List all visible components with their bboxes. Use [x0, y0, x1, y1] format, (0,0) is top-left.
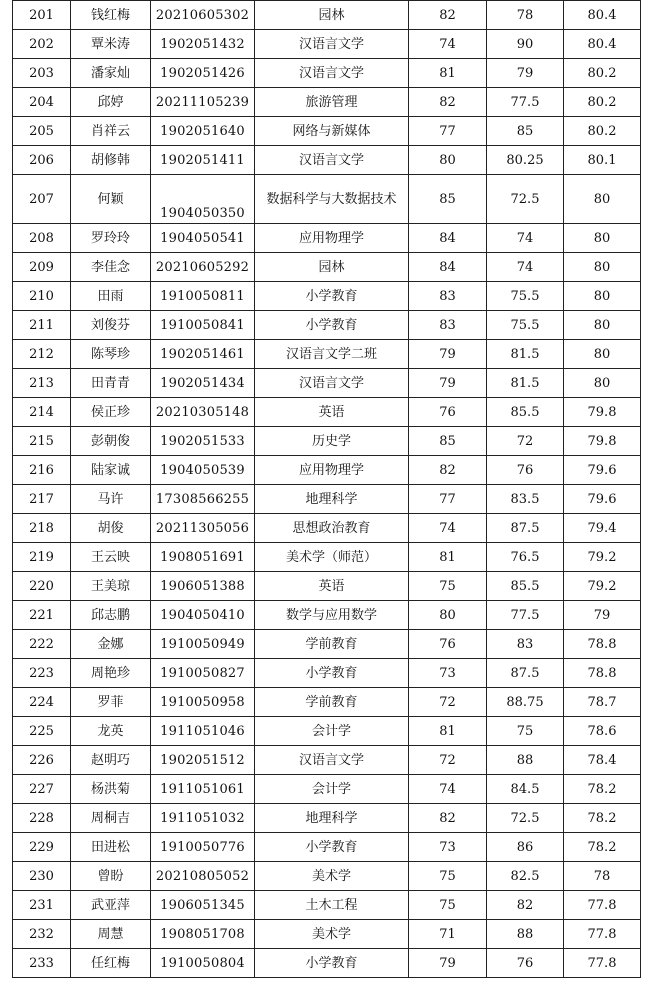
- score-2-cell: 85.5: [487, 572, 564, 601]
- table-row: [13, 427, 641, 456]
- major-cell: 小学教育: [255, 311, 409, 340]
- score-1-cell: 83: [409, 311, 487, 340]
- score-2-cell: 72: [487, 427, 564, 456]
- name-cell: 周桐吉: [71, 804, 151, 833]
- student-id-cell: 1910050804: [151, 949, 255, 978]
- score-1-cell: 74: [409, 775, 487, 804]
- total-score-cell: 79.6: [564, 485, 641, 514]
- total-score-cell: 80.4: [564, 1, 641, 30]
- name-cell: 武亚萍: [71, 891, 151, 920]
- row-number-cell: 220: [13, 572, 71, 601]
- score-1-cell: 82: [409, 1, 487, 30]
- table-row: [13, 572, 641, 601]
- name-cell: 刘俊芬: [71, 311, 151, 340]
- student-id-cell: 1910050841: [151, 311, 255, 340]
- score-2-cell: 76.5: [487, 543, 564, 572]
- name-cell: 周艳珍: [71, 659, 151, 688]
- major-cell: 汉语言文学: [255, 746, 409, 775]
- student-id-cell: 17308566255: [151, 485, 255, 514]
- total-score-cell: 79.4: [564, 514, 641, 543]
- student-id-cell: 20210605292: [151, 253, 255, 282]
- row-number-cell: 218: [13, 514, 71, 543]
- name-cell: 胡修韩: [71, 146, 151, 175]
- student-id-cell: 1904050410: [151, 601, 255, 630]
- score-2-cell: 85.5: [487, 398, 564, 427]
- student-id-cell: 1904050539: [151, 456, 255, 485]
- score-2-cell: 76: [487, 949, 564, 978]
- score-2-cell: 80.25: [487, 146, 564, 175]
- student-id-cell: 1911051032: [151, 804, 255, 833]
- row-number-cell: 216: [13, 456, 71, 485]
- row-number-cell: 208: [13, 224, 71, 253]
- student-id-cell: 1904050350: [151, 175, 255, 224]
- row-number-cell: 201: [13, 1, 71, 30]
- score-2-cell: 82.5: [487, 862, 564, 891]
- student-id-cell: 20210305148: [151, 398, 255, 427]
- major-cell: 美术学（师范）: [255, 543, 409, 572]
- name-cell: 胡俊: [71, 514, 151, 543]
- major-cell: 地理科学: [255, 485, 409, 514]
- major-cell: 小学教育: [255, 659, 409, 688]
- row-number-cell: 232: [13, 920, 71, 949]
- table-row: [13, 543, 641, 572]
- major-cell: 应用物理学: [255, 456, 409, 485]
- score-1-cell: 82: [409, 88, 487, 117]
- student-id-cell: 1904050541: [151, 224, 255, 253]
- table-row: [13, 688, 641, 717]
- total-score-cell: 78.2: [564, 833, 641, 862]
- row-number-cell: 206: [13, 146, 71, 175]
- row-number-cell: 225: [13, 717, 71, 746]
- table-row: [13, 175, 641, 224]
- name-cell: 王美琼: [71, 572, 151, 601]
- major-cell: 汉语言文学二班: [255, 340, 409, 369]
- student-id-cell: 1902051512: [151, 746, 255, 775]
- name-cell: 彭朝俊: [71, 427, 151, 456]
- table-row: [13, 659, 641, 688]
- table-row: [13, 117, 641, 146]
- score-table-sheet: [12, 0, 640, 978]
- major-cell: 园林: [255, 253, 409, 282]
- total-score-cell: 77.8: [564, 891, 641, 920]
- score-2-cell: 88: [487, 920, 564, 949]
- total-score-cell: 80: [564, 340, 641, 369]
- table-row: [13, 804, 641, 833]
- name-cell: 覃米涛: [71, 30, 151, 59]
- total-score-cell: 78.8: [564, 630, 641, 659]
- major-cell: 汉语言文学: [255, 59, 409, 88]
- major-text: 数据科学与大数据技术: [266, 191, 397, 207]
- score-2-cell: 75.5: [487, 282, 564, 311]
- student-id-cell: 1902051461: [151, 340, 255, 369]
- total-score-cell: 77.8: [564, 920, 641, 949]
- table-row: [13, 146, 641, 175]
- score-2-cell: 88.75: [487, 688, 564, 717]
- name-cell: 周慧: [71, 920, 151, 949]
- table-row: [13, 456, 641, 485]
- table-row: [13, 311, 641, 340]
- table-row: [13, 282, 641, 311]
- student-id-cell: 1908051708: [151, 920, 255, 949]
- row-number-cell: 207: [13, 175, 71, 224]
- total-score-cell: 80: [564, 311, 641, 340]
- major-cell: 美术学: [255, 862, 409, 891]
- score-1-cell: 83: [409, 282, 487, 311]
- score-1-cell: 73: [409, 833, 487, 862]
- name-cell: 李佳念: [71, 253, 151, 282]
- score-1-cell: 85: [409, 427, 487, 456]
- row-number-cell: 205: [13, 117, 71, 146]
- table-row: [13, 398, 641, 427]
- table-row: [13, 340, 641, 369]
- total-score-cell: 80.2: [564, 88, 641, 117]
- major-cell: 旅游管理: [255, 88, 409, 117]
- score-2-cell: 75: [487, 717, 564, 746]
- name-cell: 何颖: [71, 175, 151, 224]
- table-row: [13, 485, 641, 514]
- score-1-cell: 84: [409, 253, 487, 282]
- table-row: [13, 862, 641, 891]
- major-cell: 小学教育: [255, 949, 409, 978]
- score-2-cell: 77.5: [487, 88, 564, 117]
- row-number-cell: 228: [13, 804, 71, 833]
- name-cell: 罗菲: [71, 688, 151, 717]
- name-cell: 任红梅: [71, 949, 151, 978]
- major-cell: 会计学: [255, 717, 409, 746]
- score-1-cell: 75: [409, 891, 487, 920]
- name-cell: 潘家灿: [71, 59, 151, 88]
- score-table: [12, 0, 641, 978]
- total-score-cell: 78.6: [564, 717, 641, 746]
- total-score-cell: 77.8: [564, 949, 641, 978]
- row-number-cell: 224: [13, 688, 71, 717]
- total-score-cell: 80: [564, 282, 641, 311]
- student-id-cell: 1902051411: [151, 146, 255, 175]
- table-row: [13, 920, 641, 949]
- student-id-cell: 1911051046: [151, 717, 255, 746]
- total-score-cell: 80: [564, 175, 641, 224]
- major-cell: [255, 175, 409, 224]
- major-cell: 思想政治教育: [255, 514, 409, 543]
- name-cell: 赵明巧: [71, 746, 151, 775]
- row-number-cell: 204: [13, 88, 71, 117]
- name-cell: 侯正珍: [71, 398, 151, 427]
- student-id-cell: 20211105239: [151, 88, 255, 117]
- total-score-cell: 79.8: [564, 427, 641, 456]
- major-cell: 会计学: [255, 775, 409, 804]
- score-1-cell: 82: [409, 804, 487, 833]
- score-2-cell: 72.5: [487, 175, 564, 224]
- table-row: [13, 88, 641, 117]
- name-cell: 田进松: [71, 833, 151, 862]
- score-2-cell: 83: [487, 630, 564, 659]
- total-score-cell: 79.8: [564, 398, 641, 427]
- major-cell: 土木工程: [255, 891, 409, 920]
- score-1-cell: 80: [409, 146, 487, 175]
- table-row: [13, 30, 641, 59]
- row-number-cell: 229: [13, 833, 71, 862]
- total-score-cell: 79.2: [564, 543, 641, 572]
- student-id-cell: 20210605302: [151, 1, 255, 30]
- score-1-cell: 81: [409, 717, 487, 746]
- score-2-cell: 90: [487, 30, 564, 59]
- major-cell: 美术学: [255, 920, 409, 949]
- student-id-cell: 1902051640: [151, 117, 255, 146]
- score-1-cell: 74: [409, 30, 487, 59]
- name-cell: 邱婷: [71, 88, 151, 117]
- major-cell: 小学教育: [255, 282, 409, 311]
- row-number-cell: 210: [13, 282, 71, 311]
- table-row: [13, 601, 641, 630]
- name-cell: 马许: [71, 485, 151, 514]
- total-score-cell: 79.2: [564, 572, 641, 601]
- name-cell: 杨洪菊: [71, 775, 151, 804]
- row-number-cell: 219: [13, 543, 71, 572]
- score-2-cell: 79: [487, 59, 564, 88]
- student-id-cell: 1902051434: [151, 369, 255, 398]
- row-number-cell: 203: [13, 59, 71, 88]
- student-id-cell: 1906051345: [151, 891, 255, 920]
- name-cell: 陆家诚: [71, 456, 151, 485]
- score-1-cell: 79: [409, 369, 487, 398]
- row-number-cell: 230: [13, 862, 71, 891]
- major-cell: 学前教育: [255, 688, 409, 717]
- name-cell: 陈琴珍: [71, 340, 151, 369]
- table-row: [13, 369, 641, 398]
- name-cell: 邱志鹏: [71, 601, 151, 630]
- score-1-cell: 76: [409, 630, 487, 659]
- score-1-cell: 75: [409, 572, 487, 601]
- score-1-cell: 81: [409, 543, 487, 572]
- score-1-cell: 80: [409, 601, 487, 630]
- table-row: [13, 833, 641, 862]
- score-1-cell: 71: [409, 920, 487, 949]
- score-2-cell: 72.5: [487, 804, 564, 833]
- total-score-cell: 80.2: [564, 117, 641, 146]
- score-2-cell: 75.5: [487, 311, 564, 340]
- name-cell: 王云映: [71, 543, 151, 572]
- score-2-cell: 87.5: [487, 514, 564, 543]
- total-score-cell: 79.6: [564, 456, 641, 485]
- major-cell: 园林: [255, 1, 409, 30]
- score-2-cell: 81.5: [487, 340, 564, 369]
- score-1-cell: 75: [409, 862, 487, 891]
- name-cell: 罗玲玲: [71, 224, 151, 253]
- major-cell: 汉语言文学: [255, 146, 409, 175]
- name-cell: 田雨: [71, 282, 151, 311]
- row-number-cell: 231: [13, 891, 71, 920]
- student-id-cell: 1910050958: [151, 688, 255, 717]
- score-2-cell: 86: [487, 833, 564, 862]
- table-row: [13, 949, 641, 978]
- total-score-cell: 78.2: [564, 775, 641, 804]
- row-number-cell: 221: [13, 601, 71, 630]
- score-2-cell: 82: [487, 891, 564, 920]
- score-1-cell: 72: [409, 746, 487, 775]
- row-number-cell: 209: [13, 253, 71, 282]
- row-number-cell: 212: [13, 340, 71, 369]
- total-score-cell: 80.2: [564, 59, 641, 88]
- total-score-cell: 78.8: [564, 659, 641, 688]
- total-score-cell: 78.7: [564, 688, 641, 717]
- student-id-cell: 20210805052: [151, 862, 255, 891]
- table-row: [13, 514, 641, 543]
- score-2-cell: 78: [487, 1, 564, 30]
- major-cell: 小学教育: [255, 833, 409, 862]
- major-cell: 汉语言文学: [255, 369, 409, 398]
- name-cell: 田青青: [71, 369, 151, 398]
- student-id-cell: 1910050827: [151, 659, 255, 688]
- score-2-cell: 74: [487, 253, 564, 282]
- score-1-cell: 84: [409, 224, 487, 253]
- row-number-cell: 227: [13, 775, 71, 804]
- score-1-cell: 85: [409, 175, 487, 224]
- major-cell: 汉语言文学: [255, 30, 409, 59]
- student-id-cell: 1908051691: [151, 543, 255, 572]
- score-2-cell: 81.5: [487, 369, 564, 398]
- total-score-cell: 80.1: [564, 146, 641, 175]
- total-score-cell: 78: [564, 862, 641, 891]
- table-row: [13, 630, 641, 659]
- row-number-cell: 222: [13, 630, 71, 659]
- total-score-cell: 79: [564, 601, 641, 630]
- score-1-cell: 73: [409, 659, 487, 688]
- row-number-cell: 214: [13, 398, 71, 427]
- score-2-cell: 87.5: [487, 659, 564, 688]
- score-1-cell: 74: [409, 514, 487, 543]
- score-2-cell: 76: [487, 456, 564, 485]
- row-number-cell: 223: [13, 659, 71, 688]
- table-row: [13, 59, 641, 88]
- table-row: [13, 717, 641, 746]
- score-table-body: [13, 1, 641, 978]
- row-number-cell: 215: [13, 427, 71, 456]
- score-1-cell: 79: [409, 340, 487, 369]
- total-score-cell: 80.4: [564, 30, 641, 59]
- row-number-cell: 202: [13, 30, 71, 59]
- student-id-cell: 1911051061: [151, 775, 255, 804]
- row-number-cell: 226: [13, 746, 71, 775]
- table-row: [13, 253, 641, 282]
- total-score-cell: 80: [564, 224, 641, 253]
- score-2-cell: 77.5: [487, 601, 564, 630]
- score-1-cell: 77: [409, 485, 487, 514]
- major-cell: 地理科学: [255, 804, 409, 833]
- score-2-cell: 83.5: [487, 485, 564, 514]
- table-row: [13, 891, 641, 920]
- major-cell: 应用物理学: [255, 224, 409, 253]
- name-cell: 曾盼: [71, 862, 151, 891]
- score-1-cell: 72: [409, 688, 487, 717]
- row-number-cell: 217: [13, 485, 71, 514]
- table-row: [13, 775, 641, 804]
- major-cell: 历史学: [255, 427, 409, 456]
- score-1-cell: 82: [409, 456, 487, 485]
- total-score-cell: 80: [564, 253, 641, 282]
- table-row: [13, 1, 641, 30]
- table-row: [13, 746, 641, 775]
- name-cell: 钱红梅: [71, 1, 151, 30]
- row-number-cell: 233: [13, 949, 71, 978]
- score-2-cell: 85: [487, 117, 564, 146]
- student-id-cell: 1902051432: [151, 30, 255, 59]
- row-number-cell: 211: [13, 311, 71, 340]
- score-2-cell: 84.5: [487, 775, 564, 804]
- major-cell: 网络与新媒体: [255, 117, 409, 146]
- major-cell: 学前教育: [255, 630, 409, 659]
- score-2-cell: 88: [487, 746, 564, 775]
- major-cell: 数学与应用数学: [255, 601, 409, 630]
- score-1-cell: 79: [409, 949, 487, 978]
- student-id-cell: 1902051533: [151, 427, 255, 456]
- major-cell: 英语: [255, 398, 409, 427]
- student-id-cell: 1902051426: [151, 59, 255, 88]
- student-id-cell: 20211305056: [151, 514, 255, 543]
- student-id-cell: 1910050811: [151, 282, 255, 311]
- score-1-cell: 76: [409, 398, 487, 427]
- score-1-cell: 81: [409, 59, 487, 88]
- total-score-cell: 80: [564, 369, 641, 398]
- name-cell: 金娜: [71, 630, 151, 659]
- score-1-cell: 77: [409, 117, 487, 146]
- score-2-cell: 74: [487, 224, 564, 253]
- student-id-cell: 1906051388: [151, 572, 255, 601]
- name-cell: 龙英: [71, 717, 151, 746]
- table-row: [13, 224, 641, 253]
- name-cell: 肖祥云: [71, 117, 151, 146]
- student-id-cell: 1910050776: [151, 833, 255, 862]
- row-number-cell: 213: [13, 369, 71, 398]
- major-cell: 英语: [255, 572, 409, 601]
- student-id-cell: 1910050949: [151, 630, 255, 659]
- total-score-cell: 78.2: [564, 804, 641, 833]
- total-score-cell: 78.4: [564, 746, 641, 775]
